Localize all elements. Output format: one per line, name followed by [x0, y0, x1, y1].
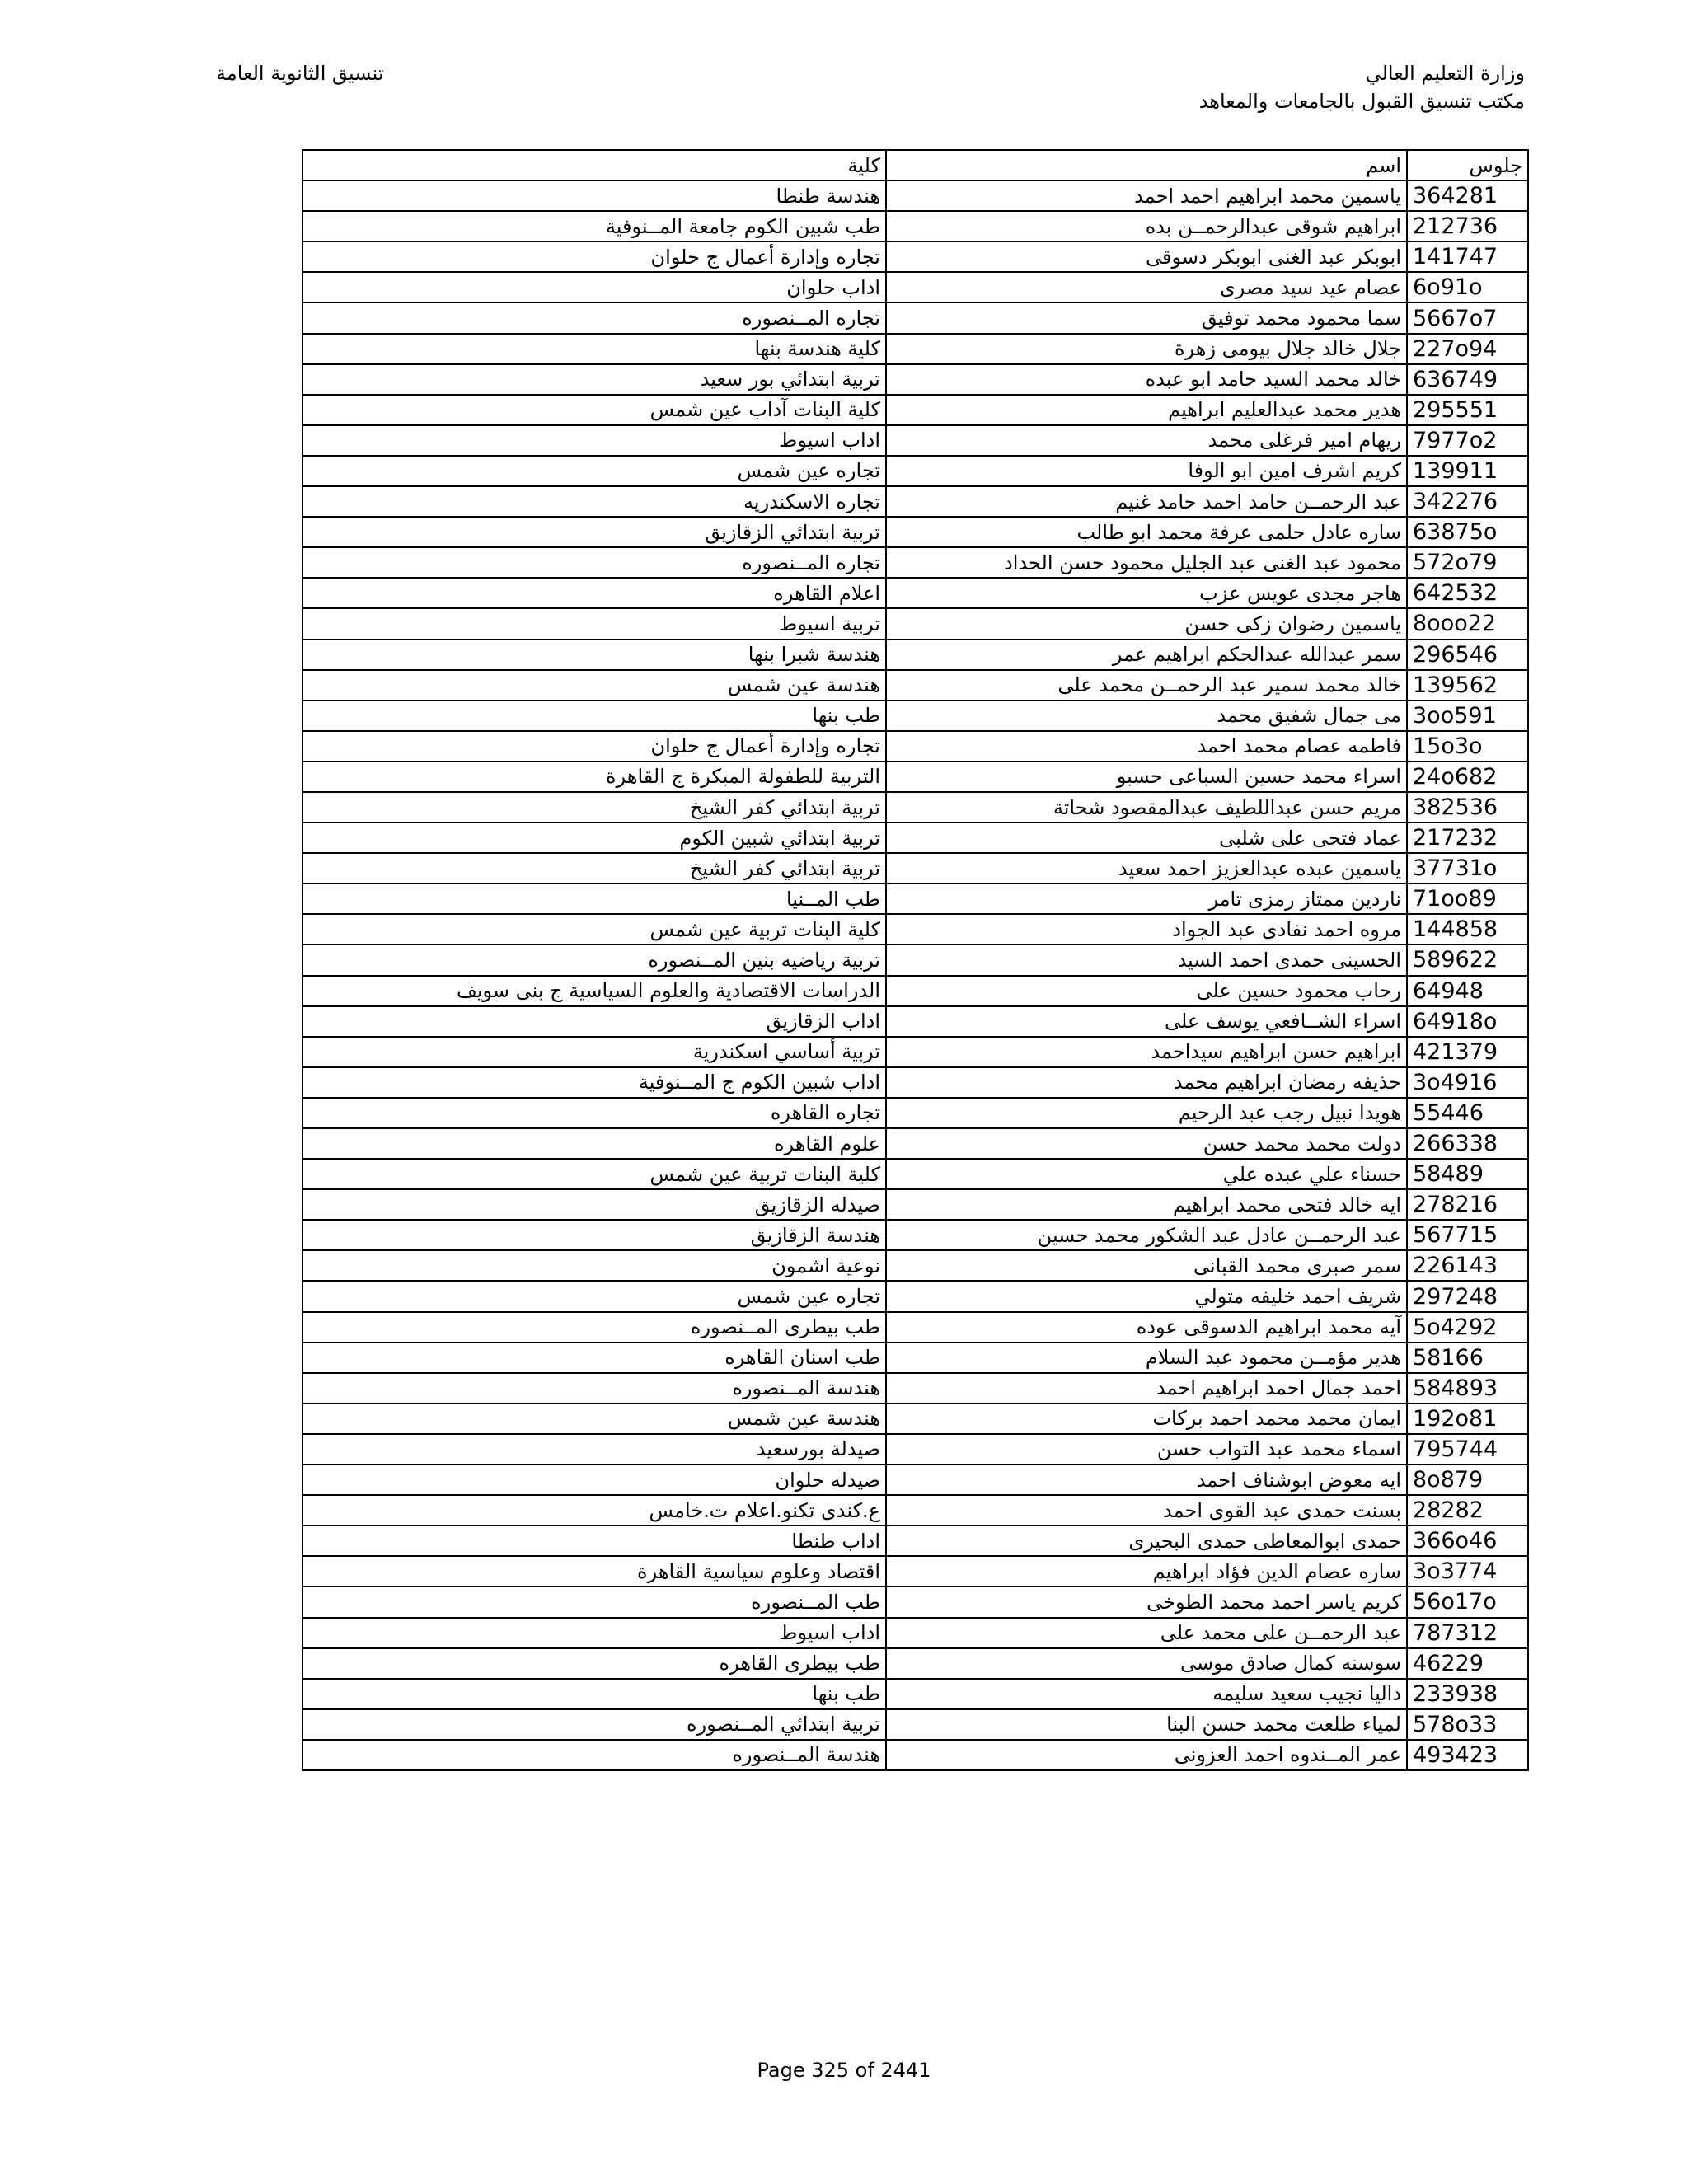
coordination-title: تنسيق الثانوية العامة	[216, 62, 384, 85]
seat-number-cell: 787312	[1407, 1618, 1528, 1648]
table-body	[302, 150, 1528, 1770]
faculty-cell: اعلام القاهره	[302, 578, 886, 608]
table-row	[302, 1098, 1528, 1128]
faculty-cell: طب شبين الكوم جامعة المــنوفية	[302, 211, 886, 241]
faculty-cell: اقتصاد وعلوم سياسية القاهرة	[302, 1556, 886, 1586]
seat-number-cell: 46229	[1407, 1648, 1528, 1679]
name-cell: شريف احمد خليفه متولي	[886, 1281, 1407, 1311]
ministry-header	[1199, 59, 1525, 115]
faculty-cell: اداب طنطا	[302, 1526, 886, 1556]
faculty-cell: هندسة طنطا	[302, 180, 886, 211]
seat-number-cell: 55446	[1407, 1098, 1528, 1128]
ministry-title: وزارة التعليم العالي	[1365, 62, 1525, 85]
name-cell: آيه محمد ابراهيم الدسوقى عوده	[886, 1312, 1407, 1343]
name-column-header: اسم	[886, 150, 1407, 180]
table-row	[302, 486, 1528, 517]
seat-number-cell: 567715	[1407, 1220, 1528, 1250]
seat-number-cell: 278216	[1407, 1189, 1528, 1220]
name-cell: سمر عبدالله عبدالحكم ابراهيم عمر	[886, 640, 1407, 670]
table-row	[302, 1006, 1528, 1037]
table-row	[302, 180, 1528, 211]
faculty-cell: طب بيطرى المــنصوره	[302, 1312, 886, 1343]
table-row	[302, 1189, 1528, 1220]
table-row	[302, 1495, 1528, 1526]
seat-number-cell: 64948	[1407, 976, 1528, 1006]
seat-number-cell: 295551	[1407, 395, 1528, 425]
faculty-cell: هندسة المــنصوره	[302, 1740, 886, 1770]
name-cell: بسنت حمدى عبد القوى احمد	[886, 1495, 1407, 1526]
table-row	[302, 1679, 1528, 1709]
seat-number-cell: 8o879	[1407, 1465, 1528, 1495]
faculty-cell: تربية ابتدائي بور سعيد	[302, 364, 886, 395]
name-cell: عماد فتحى على شلبى	[886, 823, 1407, 853]
faculty-cell: تجاره المــنصوره	[302, 547, 886, 578]
table-row	[302, 1465, 1528, 1495]
faculty-cell: تربية أساسي اسكندرية	[302, 1037, 886, 1067]
seat-number-cell: 578o33	[1407, 1709, 1528, 1740]
name-cell: حذيفه رمضان ابراهيم محمد	[886, 1067, 1407, 1098]
faculty-cell: تربية اسيوط	[302, 608, 886, 639]
seat-number-cell: 192o81	[1407, 1404, 1528, 1434]
table-row	[302, 1618, 1528, 1648]
seat-number-cell: 795744	[1407, 1434, 1528, 1465]
table-row	[302, 640, 1528, 670]
table-row	[302, 976, 1528, 1006]
table-row	[302, 1250, 1528, 1281]
faculty-column-header: كلية	[302, 150, 886, 180]
table-row	[302, 1220, 1528, 1250]
name-cell: احمد جمال احمد ابراهيم احمد	[886, 1373, 1407, 1404]
seat-column-header: جلوس	[1407, 150, 1528, 180]
table-row	[302, 1128, 1528, 1159]
seat-number-cell: 226143	[1407, 1250, 1528, 1281]
faculty-cell: طب المــنيا	[302, 883, 886, 914]
seat-number-cell: 15o3o	[1407, 731, 1528, 762]
faculty-cell: صيدله حلوان	[302, 1465, 886, 1495]
faculty-cell: تربية ابتدائي كفر الشيخ	[302, 792, 886, 823]
seat-number-cell: 296546	[1407, 640, 1528, 670]
seat-number-cell: 642532	[1407, 578, 1528, 608]
name-cell: عبد الرحمــن عادل عبد الشكور محمد حسين	[886, 1220, 1407, 1250]
coordination-header	[216, 59, 384, 87]
table-row	[302, 883, 1528, 914]
faculty-cell: طب المــنصوره	[302, 1586, 886, 1617]
faculty-cell: طب بنها	[302, 1679, 886, 1709]
seat-number-cell: 3oo591	[1407, 701, 1528, 731]
name-cell: داليا نجيب سعيد سليمه	[886, 1679, 1407, 1709]
name-cell: ناردين ممتاز رمزى تامر	[886, 883, 1407, 914]
faculty-cell: هندسة عين شمس	[302, 670, 886, 701]
seat-number-cell: 589622	[1407, 944, 1528, 975]
seat-number-cell: 64918o	[1407, 1006, 1528, 1037]
table-row	[302, 547, 1528, 578]
seat-number-cell: 5667o7	[1407, 302, 1528, 333]
faculty-cell: اداب الزقازيق	[302, 1006, 886, 1037]
seat-number-cell: 37731o	[1407, 853, 1528, 883]
name-cell: ياسمين محمد ابراهيم احمد احمد	[886, 180, 1407, 211]
faculty-cell: كلية هندسة بنها	[302, 334, 886, 364]
name-cell: ايه خالد فتحى محمد ابراهيم	[886, 1189, 1407, 1220]
name-cell: عمر المــندوه احمد العزونى	[886, 1740, 1407, 1770]
table-row	[302, 272, 1528, 302]
faculty-cell: تجاره المــنصوره	[302, 302, 886, 333]
seat-number-cell: 141747	[1407, 241, 1528, 272]
table-row	[302, 944, 1528, 975]
faculty-cell: صيدلة بورسعيد	[302, 1434, 886, 1465]
name-cell: الحسينى حمدى احمد السيد	[886, 944, 1407, 975]
name-cell: ايمان محمد محمد احمد بركات	[886, 1404, 1407, 1434]
name-cell: هاجر مجدى عويس عزب	[886, 578, 1407, 608]
table-row	[302, 395, 1528, 425]
faculty-cell: كلية البنات تربية عين شمس	[302, 1159, 886, 1189]
seat-number-cell: 24o682	[1407, 762, 1528, 792]
name-cell: رحاب محمود حسين على	[886, 976, 1407, 1006]
name-cell: عصام عيد سيد مصرى	[886, 272, 1407, 302]
faculty-cell: طب بيطرى القاهره	[302, 1648, 886, 1679]
table-row	[302, 425, 1528, 456]
table-row	[302, 608, 1528, 639]
name-cell: ساره عصام الدين فؤاد ابراهيم	[886, 1556, 1407, 1586]
name-cell: عبد الرحمــن على محمد على	[886, 1618, 1407, 1648]
seat-number-cell: 421379	[1407, 1037, 1528, 1067]
table-row	[302, 241, 1528, 272]
name-cell: سمر صبرى محمد القبانى	[886, 1250, 1407, 1281]
table-row	[302, 1281, 1528, 1311]
name-cell: جلال خالد جلال بيومى زهرة	[886, 334, 1407, 364]
seat-number-cell: 297248	[1407, 1281, 1528, 1311]
table-row	[302, 364, 1528, 395]
name-cell: لمياء طلعت محمد حسن البنا	[886, 1709, 1407, 1740]
faculty-cell: اداب اسيوط	[302, 425, 886, 456]
faculty-cell: هندسة المــنصوره	[302, 1373, 886, 1404]
table-row	[302, 823, 1528, 853]
faculty-cell: هندسة عين شمس	[302, 1404, 886, 1434]
table-row	[302, 1373, 1528, 1404]
name-cell: اسماء محمد عبد التواب حسن	[886, 1434, 1407, 1465]
table-row	[302, 1648, 1528, 1679]
name-cell: اسراء محمد حسين السباعى حسبو	[886, 762, 1407, 792]
seat-number-cell: 144858	[1407, 914, 1528, 944]
table-row	[302, 578, 1528, 608]
name-cell: ابراهيم شوقى عبدالرحمــن بده	[886, 211, 1407, 241]
seat-number-cell: 636749	[1407, 364, 1528, 395]
name-cell: ابراهيم حسن ابراهيم سيداحمد	[886, 1037, 1407, 1067]
name-cell: فاطمه عصام محمد احمد	[886, 731, 1407, 762]
table-header-row	[302, 150, 1528, 180]
table-row	[302, 1556, 1528, 1586]
faculty-cell: اداب شبين الكوم ج المــنوفية	[302, 1067, 886, 1098]
seat-number-cell: 6o91o	[1407, 272, 1528, 302]
table-row	[302, 1434, 1528, 1465]
admissions-table	[302, 149, 1529, 1771]
faculty-cell: طب اسنان القاهره	[302, 1343, 886, 1373]
name-cell: ساره عادل حلمى عرفة محمد ابو طالب	[886, 517, 1407, 547]
seat-number-cell: 63875o	[1407, 517, 1528, 547]
name-cell: حسناء علي عبده علي	[886, 1159, 1407, 1189]
name-cell: ريهام امير فرغلى محمد	[886, 425, 1407, 456]
table-row	[302, 853, 1528, 883]
seat-number-cell: 58166	[1407, 1343, 1528, 1373]
seat-number-cell: 493423	[1407, 1740, 1528, 1770]
faculty-cell: هندسة شبرا بنها	[302, 640, 886, 670]
name-cell: ابوبكر عبد الغنى ابوبكر دسوقى	[886, 241, 1407, 272]
faculty-cell: هندسة الزقازيق	[302, 1220, 886, 1250]
faculty-cell: تربية ابتدائي المــنصوره	[302, 1709, 886, 1740]
seat-number-cell: 7977o2	[1407, 425, 1528, 456]
table-row	[302, 1312, 1528, 1343]
name-cell: ايه معوض ابوشناف احمد	[886, 1465, 1407, 1495]
seat-number-cell: 584893	[1407, 1373, 1528, 1404]
table-row	[302, 731, 1528, 762]
seat-number-cell: 382536	[1407, 792, 1528, 823]
seat-number-cell: 217232	[1407, 823, 1528, 853]
table-row	[302, 334, 1528, 364]
seat-number-cell: 3o4916	[1407, 1067, 1528, 1098]
faculty-cell: صيدله الزقازيق	[302, 1189, 886, 1220]
seat-number-cell: 71oo89	[1407, 883, 1528, 914]
seat-number-cell: 139562	[1407, 670, 1528, 701]
seat-number-cell: 56o17o	[1407, 1586, 1528, 1617]
name-cell: دولت محمد محمد حسن	[886, 1128, 1407, 1159]
faculty-cell: تربية ابتدائي شبين الكوم	[302, 823, 886, 853]
faculty-cell: تربية ابتدائي الزقازيق	[302, 517, 886, 547]
table-row	[302, 1037, 1528, 1067]
seat-number-cell: 266338	[1407, 1128, 1528, 1159]
seat-number-cell: 572o79	[1407, 547, 1528, 578]
seat-number-cell: 342276	[1407, 486, 1528, 517]
name-cell: محمود عبد الغنى عبد الجليل محمود حسن الحداد	[886, 547, 1407, 578]
faculty-cell: تجاره عين شمس	[302, 456, 886, 486]
name-cell: ياسمين رضوان زكى حسن	[886, 608, 1407, 639]
table-row	[302, 456, 1528, 486]
name-cell: خالد محمد سمير عبد الرحمــن محمد على	[886, 670, 1407, 701]
table-row	[302, 1586, 1528, 1617]
faculty-cell: اداب حلوان	[302, 272, 886, 302]
faculty-cell: تربية رياضيه بنين المــنصوره	[302, 944, 886, 975]
name-cell: مريم حسن عبداللطيف عبدالمقصود شحاتة	[886, 792, 1407, 823]
seat-number-cell: 139911	[1407, 456, 1528, 486]
seat-number-cell: 5o4292	[1407, 1312, 1528, 1343]
name-cell: كريم اشرف امين ابو الوفا	[886, 456, 1407, 486]
name-cell: هدير محمد عبدالعليم ابراهيم	[886, 395, 1407, 425]
table-row	[302, 1404, 1528, 1434]
seat-number-cell: 3o3774	[1407, 1556, 1528, 1586]
office-title: مكتب تنسيق القبول بالجامعات والمعاهد	[1198, 90, 1525, 113]
faculty-cell: تجاره عين شمس	[302, 1281, 886, 1311]
table-row	[302, 1067, 1528, 1098]
name-cell: سوسنه كمال صادق موسى	[886, 1648, 1407, 1679]
seat-number-cell: 366o46	[1407, 1526, 1528, 1556]
faculty-cell: تجاره القاهره	[302, 1098, 886, 1128]
table-row	[302, 762, 1528, 792]
faculty-cell: كلية البنات تربية عين شمس	[302, 914, 886, 944]
name-cell: هدير مؤمــن محمود عبد السلام	[886, 1343, 1407, 1373]
table-row	[302, 1343, 1528, 1373]
table-row	[302, 670, 1528, 701]
table-row	[302, 701, 1528, 731]
faculty-cell: تجاره الاسكندريه	[302, 486, 886, 517]
name-cell: ياسمين عبده عبدالعزيز احمد سعيد	[886, 853, 1407, 883]
faculty-cell: علوم القاهره	[302, 1128, 886, 1159]
seat-number-cell: 364281	[1407, 180, 1528, 211]
faculty-cell: الدراسات الاقتصادية والعلوم السياسية ج بنى سويف	[302, 976, 886, 1006]
name-cell: اسراء الشــافعي يوسف على	[886, 1006, 1407, 1037]
name-cell: كريم ياسر احمد محمد الطوخى	[886, 1586, 1407, 1617]
table-row	[302, 914, 1528, 944]
name-cell: عبد الرحمــن حامد احمد حامد غنيم	[886, 486, 1407, 517]
faculty-cell: تربية ابتدائي كفر الشيخ	[302, 853, 886, 883]
faculty-cell: طب بنها	[302, 701, 886, 731]
table-row	[302, 211, 1528, 241]
name-cell: مى جمال شفيق محمد	[886, 701, 1407, 731]
table-row	[302, 792, 1528, 823]
seat-number-cell: 227o94	[1407, 334, 1528, 364]
faculty-cell: ع.كندى تكنو.اعلام ت.خامس	[302, 1495, 886, 1526]
faculty-cell: نوعية اشمون	[302, 1250, 886, 1281]
table-row	[302, 1740, 1528, 1770]
faculty-cell: التربية للطفولة المبكرة ج القاهرة	[302, 762, 886, 792]
seat-number-cell: 58489	[1407, 1159, 1528, 1189]
seat-number-cell: 8ooo22	[1407, 608, 1528, 639]
seat-number-cell: 28282	[1407, 1495, 1528, 1526]
table-row	[302, 1709, 1528, 1740]
table-row	[302, 1526, 1528, 1556]
faculty-cell: تجاره وإدارة أعمال ج حلوان	[302, 241, 886, 272]
page-number: Page 325 of 2441	[757, 2059, 931, 2082]
faculty-cell: كلية البنات آداب عين شمس	[302, 395, 886, 425]
name-cell: حمدى ابوالمعاطى حمدى البحيرى	[886, 1526, 1407, 1556]
name-cell: مروه احمد نفادى عبد الجواد	[886, 914, 1407, 944]
table-row	[302, 302, 1528, 333]
name-cell: سما محمود محمد توفيق	[886, 302, 1407, 333]
faculty-cell: تجاره وإدارة أعمال ج حلوان	[302, 731, 886, 762]
table-row	[302, 517, 1528, 547]
name-cell: خالد محمد السيد حامد ابو عبده	[886, 364, 1407, 395]
faculty-cell: اداب اسيوط	[302, 1618, 886, 1648]
seat-number-cell: 233938	[1407, 1679, 1528, 1709]
name-cell: هويدا نبيل رجب عبد الرحيم	[886, 1098, 1407, 1128]
table-row	[302, 1159, 1528, 1189]
seat-number-cell: 212736	[1407, 211, 1528, 241]
